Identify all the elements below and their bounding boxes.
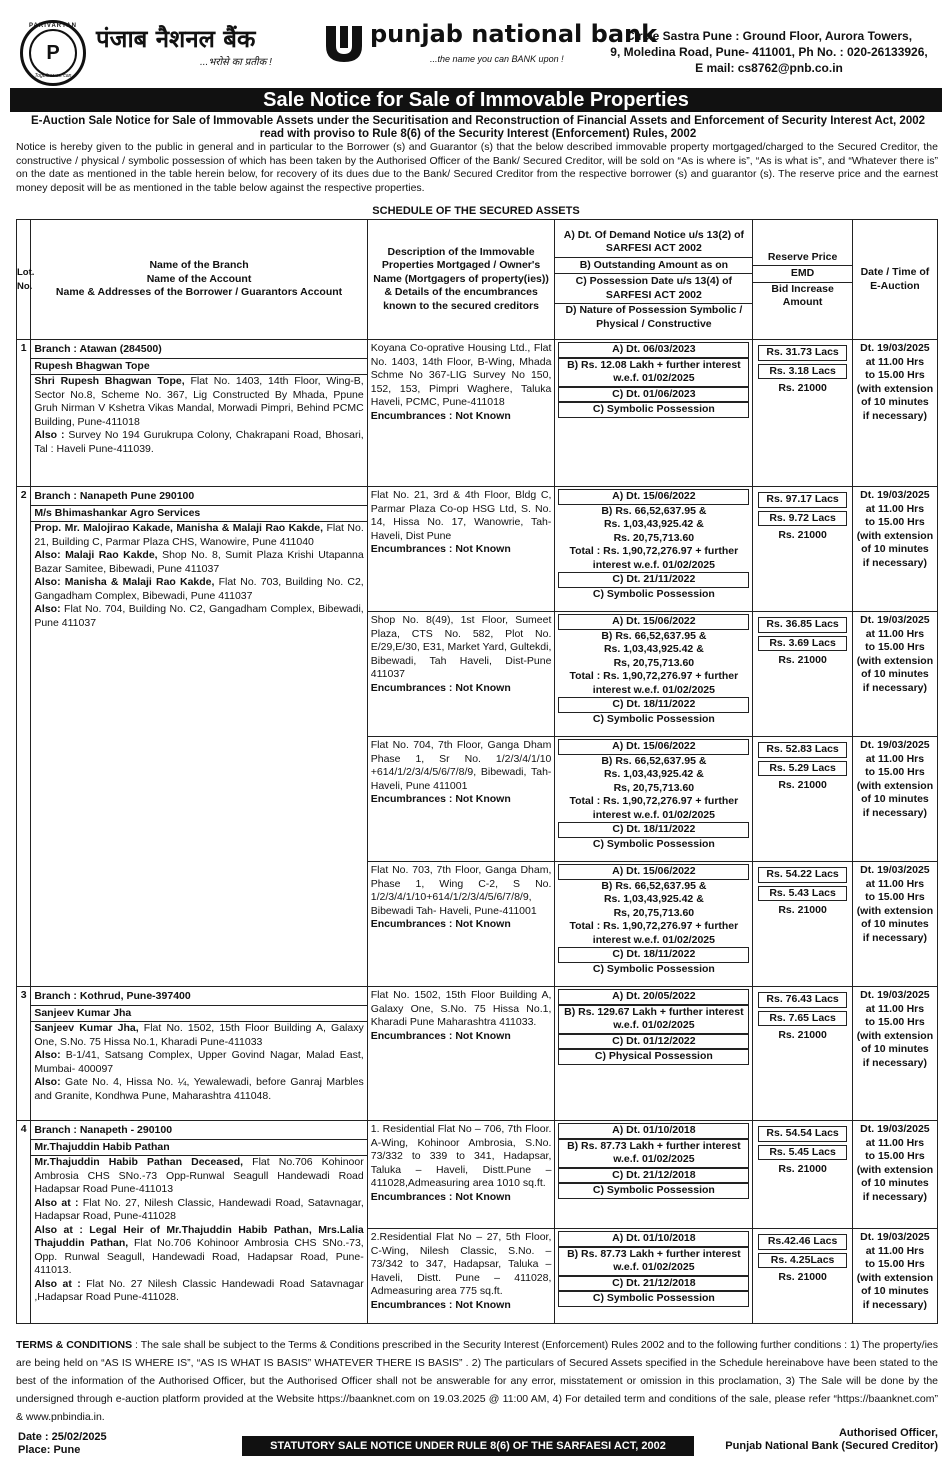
outstanding-amount: Rs. 20,75,713.60 [613, 531, 695, 544]
outstanding-amount: B) Rs. 66,52,637.95 & [601, 754, 707, 767]
also-address: B-1/41, Satsang Complex, Upper Govind Nagar, Malad East, Mumbai- 400097 [34, 1049, 364, 1075]
emd-amount: Rs. 3.69 Lacs [758, 636, 846, 652]
auction-time: to 15.00 Hrs [865, 891, 925, 903]
bid-increase: Rs. 21000 [778, 529, 827, 541]
reserve-price: Rs. 54.22 Lacs [758, 867, 846, 883]
also-details [34, 576, 363, 603]
pnb-logo-icon [322, 22, 366, 62]
auction-extension: if necessary) [862, 1298, 928, 1311]
seal-letter: P [46, 41, 60, 64]
auction-extension: (with extension [856, 1271, 934, 1284]
circle-address [598, 28, 940, 76]
officer-title: Authorised Officer, [838, 1427, 938, 1439]
col-header-branch [31, 220, 367, 340]
property-description: 2.Residential Flat No – 27, 5th Floor, C-Wing, Nilesh Classic, S.No. – 73/342 to 347, Hadapsar, Taluka – Haveli, Distt. Pune – 411028, Admeasuring area 775 sq.ft. [370, 1231, 552, 1297]
also-label: Also: [34, 1076, 61, 1088]
property-description: Koyana Co-oprative Housing Ltd., Flat No. 1403, 14th Floor, B-Wing, Mhada Schme No 367-LIG Survey No 150, 152, 153, Pimpri Waghere, Taluka Haveli, PCMC, Pune-411018 [370, 342, 552, 408]
outstanding-amount: B) Rs. 12.08 Lakh + further interest w.e.f. 01/02/2025 [558, 358, 749, 387]
auction-extension: if necessary) [862, 931, 928, 944]
reserve-price: Rs. 52.83 Lacs [758, 742, 846, 758]
authorised-officer [712, 1427, 938, 1453]
auction-extension: of 10 minutes [861, 918, 929, 930]
outstanding-amount: B) Rs. 66,52,637.95 & [601, 629, 707, 642]
auction-date-cell [852, 1121, 937, 1229]
auction-date-cell [852, 987, 937, 1121]
demand-cell [555, 1121, 753, 1229]
lot-number: 3 [17, 987, 31, 1121]
auction-extension: of 10 minutes [861, 1285, 929, 1297]
also-label: Also: Manisha & Malaji Rao Kakde, [34, 576, 215, 588]
possession-date: C) Dt. 21/11/2022 [558, 572, 749, 588]
outstanding-amount: Rs, 20,75,713.60 [613, 656, 695, 669]
bid-increase: Rs. 21000 [778, 904, 827, 916]
table-row [17, 987, 938, 1121]
reserve-price: Rs. 76.43 Lacs [758, 992, 846, 1008]
auction-time: at 11.00 Hrs [865, 1244, 925, 1257]
auction-extension: (with extension [856, 904, 934, 917]
seal-bottom-text: Together we can [34, 73, 72, 79]
bid-increase: Rs. 21000 [778, 1271, 827, 1283]
outstanding-amount: B) Rs. 66,52,637.95 & [601, 504, 707, 517]
english-tagline: ...the name you can BANK upon ! [430, 54, 564, 64]
property-description: Flat No. 1502, 15th Floor Building A, Galaxy One, S.No. 75 Hissa No.1, Kharadi Pune Maharashtra 411033. [370, 989, 552, 1028]
email-line: E mail: cs8762@pnb.co.in [695, 61, 843, 75]
auction-date-cell [852, 1229, 937, 1324]
auction-date-cell [852, 487, 937, 612]
branch-name: Branch : Atawan (284500) [31, 342, 366, 359]
also-details [34, 1278, 363, 1305]
possession-date: C) Dt. 18/11/2022 [558, 697, 749, 713]
reserve-cell [753, 737, 852, 862]
demand-date: A) Dt. 15/06/2022 [558, 614, 749, 630]
schedule-title: SCHEDULE OF THE SECURED ASSETS [372, 205, 580, 217]
also-address: Shop No. 8, Sumit Plaza Krishi Utapanna Bazar Samitee, Bibewadi, Pune 411037 [34, 549, 364, 575]
sale-notice-page [6, 6, 946, 1459]
address-line: 9, Moledina Road, Pune- 411001, Ph No. : 020-26133926, [610, 45, 928, 59]
bid-increase: Rs. 21000 [778, 654, 827, 666]
borrower-name: Mr.Thajuddin Habib Pathan Deceased, [34, 1156, 244, 1168]
hindi-tagline: ...भरोसे का प्रतीक ! [200, 57, 272, 68]
demand-date: A) Dt. 15/06/2022 [558, 864, 749, 880]
demand-date: A) Dt. 15/06/2022 [558, 739, 749, 755]
header-line: EMD [753, 266, 851, 283]
outstanding-amount: B) Rs. 87.73 Lakh + further interest w.e.f. 01/02/2025 [558, 1139, 749, 1168]
reserve-price: Rs. 54.54 Lacs [758, 1126, 846, 1142]
emd-amount: Rs. 5.29 Lacs [758, 761, 846, 777]
bank-name-hindi: पंजाब नैशनल बैंक [96, 25, 256, 53]
property-description: Flat No. 703, 7th Floor, Ganga Dham, Phase 1, Wing C-2, S No. 1/2/3/4/1/10+614/1/2/3/4/5/6/7/8/9, Bibewadi Tah- Haveli, Pune-411001 [370, 864, 552, 917]
auction-extension: if necessary) [862, 409, 928, 422]
branch-cell [31, 987, 367, 1121]
account-name: Sanjeev Kumar Jha [31, 1006, 366, 1023]
demand-date: A) Dt. 01/10/2018 [558, 1123, 749, 1139]
bid-increase: Rs. 21000 [778, 1163, 827, 1175]
total-amount: Total : Rs. 1,90,72,276.97 + further interest w.e.f. 01/02/2025 [569, 545, 739, 571]
also-details [34, 1224, 363, 1278]
auction-date: Dt. 19/03/2025 [860, 864, 930, 876]
bid-increase: Rs. 21000 [778, 1029, 827, 1041]
header-line: B) Outstanding Amount as on [555, 258, 752, 275]
also-address: Flat No. 27, Nilesh Classic, Handewadi Road, Satavnagar, Hadapsar Road, Pune-411028 [34, 1196, 364, 1222]
also-address: Gate No. 4, Hissa No. ¼, Yewalewadi, before Ganraj Marbles and Granite, Kondhwa Pune, Maharashtra 411048. [34, 1076, 364, 1102]
auction-time: at 11.00 Hrs [865, 1136, 925, 1149]
possession-date: C) Dt. 18/11/2022 [558, 822, 749, 838]
demand-date: A) Dt. 06/03/2023 [558, 342, 749, 358]
encumbrances: Encumbrances : Not Known [370, 1029, 511, 1042]
property-description: 1. Residential Flat No – 706, 7th Floor. A-Wing, Kohinoor Ambrosia, S.No. 73/332 to 339 to 341, Hadapsar, Taluka – Haveli, Distt.Pune – 411028,Admeasuring area 1010 sq.ft. [370, 1123, 552, 1189]
total-amount: Total : Rs. 1,90,72,276.97 + further interest w.e.f. 01/02/2025 [569, 795, 739, 821]
demand-date: A) Dt. 20/05/2022 [558, 989, 749, 1005]
bank-name-english: punjab national bank [370, 20, 658, 48]
auction-extension: if necessary) [862, 556, 928, 569]
encumbrances: Encumbrances : Not Known [370, 1190, 511, 1203]
property-cell [367, 1121, 555, 1229]
property-cell [367, 862, 555, 987]
reserve-price: Rs. 36.85 Lacs [758, 617, 846, 633]
also-address: Flat No. 703, Building No. C2, Gangadham Complex, Bibewadi, Pune 411037 [34, 576, 364, 602]
col-header-lot: Lot. No. [17, 220, 31, 340]
auction-extension: (with extension [856, 779, 934, 792]
also-details [34, 429, 363, 456]
also-details [34, 1197, 363, 1224]
also-label: Also at : [34, 1277, 81, 1290]
reserve-price: Rs.42.46 Lacs [758, 1234, 846, 1250]
table-row [17, 487, 938, 612]
auction-date: Dt. 19/03/2025 [860, 739, 930, 751]
auction-extension: of 10 minutes [861, 543, 929, 555]
header-line: A) Dt. Of Demand Notice u/s 13(2) of SARFESI ACT 2002 [555, 228, 752, 258]
intro-paragraph: Notice is hereby given to the public in general and in particular to the Borrower (s) and Guarantor (s) that the below described immovable property mortgaged/charged to the Secured Creditor, the constructive / physical / symbolic possession of which has been taken by the Authorised Officer of the Bank/ Secured Creditor, will be sold on “As is where is”, “As is what is”, and “Whatever there is” on the date as mentioned in the table herein below, for recovery of its dues due to the Bank/ Secured Creditor from the respective borrower (s) and guarantor (s). The reserve price and the earnest money deposit will be as mentioned in the table below against the respective properties. [16, 141, 938, 194]
demand-cell [555, 340, 753, 487]
possession-nature: C) Symbolic Possession [592, 587, 715, 600]
borrower-address: Flat No.706 Kohinoor Ambrosia CHS SNo.-73 Opp-Runwal Seagull Handewadi Road Hadapsar Road Pune-411013 [34, 1156, 364, 1195]
reserve-price: Rs. 31.73 Lacs [758, 345, 846, 361]
total-amount: Total : Rs. 1,90,72,276.97 + further interest w.e.f. 01/02/2025 [569, 920, 739, 946]
borrower-name: Sanjeev Kumar Jha, [34, 1022, 139, 1034]
auction-time: to 15.00 Hrs [865, 1150, 925, 1162]
property-cell [367, 612, 555, 737]
borrower-details [34, 1022, 363, 1049]
auction-time: to 15.00 Hrs [865, 766, 925, 778]
notice-subtitle: E-Auction Sale Notice for Sale of Immovable Assets under the Securitisation and Reconstruction of Financial Assets and Enforcement of Security Interest Act, 2002 read with proviso to Rule 8(6) of the Security Interest (Enforcement) Rules, 2002 [30, 115, 926, 140]
auction-date-cell [852, 612, 937, 737]
notice-title: Sale Notice for Sale of Immovable Properties [10, 88, 942, 112]
col-header-demand [555, 220, 753, 340]
demand-cell [555, 737, 753, 862]
notice-place: Place: Pune [18, 1444, 81, 1456]
also-details [34, 1049, 363, 1076]
auction-extension: of 10 minutes [861, 1043, 929, 1055]
also-details [34, 549, 363, 576]
outstanding-amount: Rs. 1,03,43,925.42 & [603, 643, 704, 655]
auction-extension: if necessary) [862, 1190, 928, 1203]
auction-time: at 11.00 Hrs [865, 1002, 925, 1015]
reserve-cell [753, 1229, 852, 1324]
also-details [34, 603, 363, 630]
reserve-cell [753, 1121, 852, 1229]
account-name: Mr.Thajuddin Habib Pathan [31, 1140, 366, 1157]
table-row [17, 340, 938, 487]
reserve-cell [753, 987, 852, 1121]
reserve-cell [753, 862, 852, 987]
reserve-price: Rs. 97.17 Lacs [758, 492, 846, 508]
also-label: Also at : [34, 1196, 79, 1209]
branch-cell [31, 1121, 367, 1324]
auction-extension: (with extension [856, 1029, 934, 1042]
demand-cell [555, 487, 753, 612]
property-cell [367, 1229, 555, 1324]
possession-date: C) Dt. 21/12/2018 [558, 1276, 749, 1292]
emd-amount: Rs. 9.72 Lacs [758, 511, 846, 527]
auction-extension: (with extension [856, 654, 934, 667]
demand-cell [555, 987, 753, 1121]
encumbrances: Encumbrances : Not Known [370, 793, 511, 805]
col-header-reserve [753, 220, 852, 340]
auction-extension: of 10 minutes [861, 396, 929, 408]
property-description: Shop No. 8(49), 1st Floor, Sumeet Plaza, CTS No. 582, Plot No. E/29,E/30, E31, Market Yard, Gultekdi, Bibewadi, Tah Haveli, Dist-Pune 411037 [370, 614, 552, 680]
auction-extension: of 10 minutes [861, 793, 929, 805]
emd-amount: Rs. 5.43 Lacs [758, 886, 846, 902]
reserve-cell [753, 487, 852, 612]
borrower-details [34, 522, 363, 549]
possession-date: C) Dt. 01/12/2022 [558, 1034, 749, 1050]
branch-cell [31, 487, 367, 987]
outstanding-amount: Rs, 20,75,713.60 [613, 906, 695, 919]
also-address: Survey No 194 Gurukrupa Colony, Chakrapani Road, Bhosari, Tal : Haveli Pune-411039. [34, 429, 364, 455]
borrower-address: Flat No. 1403, 14th Floor, Wing-B, Sector No.8, Scheme No. 367, Lig Constructed By Mhada, Ppune Gruh Nirman V Kshetra Vikas Mandal, Morwadi Pimpri, Behind PCMC Building, Pune-411018 [34, 375, 364, 428]
date-place [18, 1431, 107, 1457]
emd-amount: Rs. 5.45 Lacs [758, 1145, 846, 1161]
encumbrances: Encumbrances : Not Known [370, 409, 511, 422]
account-name: M/s Bhimashankar Agro Services [31, 506, 366, 523]
seal-top-text: PARIVARTAN [29, 23, 77, 29]
auction-extension: if necessary) [862, 1056, 928, 1069]
also-details [34, 1076, 363, 1103]
secured-assets-table [16, 219, 938, 1324]
notice-date: Date : 25/02/2025 [18, 1431, 107, 1443]
demand-cell [555, 612, 753, 737]
emd-amount: Rs. 4.25Lacs [758, 1253, 846, 1269]
outstanding-amount: B) Rs. 87.73 Lakh + further interest w.e.f. 01/02/2025 [558, 1247, 749, 1276]
also-address: Flat No. 704, Building No. C2, Gangadham Complex, Bibewadi, Pune 411037 [34, 603, 364, 629]
auction-date-cell [852, 340, 937, 487]
possession-nature: C) Symbolic Possession [592, 837, 715, 850]
outstanding-amount: B) Rs. 129.67 Lakh + further interest w.e.f. 01/02/2025 [558, 1005, 749, 1034]
auction-time: at 11.00 Hrs [865, 752, 925, 765]
lot-number: 1 [17, 340, 31, 487]
reserve-cell [753, 340, 852, 487]
outstanding-amount: Rs. 1,03,43,925.42 & [603, 518, 704, 530]
also-label: Also: [34, 603, 61, 615]
header-line: C) Possession Date u/s 13(4) of SARFESI ACT 2002 [555, 274, 752, 304]
table-header-row [17, 220, 938, 340]
auction-extension: (with extension [856, 382, 934, 395]
also-label: Also : [34, 429, 65, 441]
outstanding-amount: Rs. 1,03,43,925.42 & [603, 768, 704, 780]
branch-name: Branch : Kothrud, Pune-397400 [31, 989, 366, 1006]
auction-date-cell [852, 862, 937, 987]
borrower-address: Flat No. 1502, 15th Floor Building A, Galaxy One, S.No. 75 Hissa No.1, Kharadi Pune-411033 [34, 1022, 364, 1048]
auction-date: Dt. 19/03/2025 [860, 614, 930, 626]
auction-extension: if necessary) [862, 806, 928, 819]
account-name: Rupesh Bhagwan Tope [31, 359, 366, 376]
encumbrances: Encumbrances : Not Known [370, 1298, 511, 1311]
parivartan-seal-icon [20, 20, 86, 86]
auction-date: Dt. 19/03/2025 [860, 1231, 930, 1243]
possession-nature: C) Symbolic Possession [592, 962, 715, 975]
outstanding-amount: B) Rs. 66,52,637.95 & [601, 879, 707, 892]
branch-cell [31, 340, 367, 487]
borrower-address: Flat No. 21, Building C, Parmar Plaza CHS, Wanowire, Pune 411040 [34, 522, 364, 548]
auction-extension: if necessary) [862, 681, 928, 694]
emd-amount: Rs. 3.18 Lacs [758, 364, 846, 380]
possession-nature: C) Symbolic Possession [558, 1291, 749, 1307]
header-line: Name & Addresses of the Borrower / Guarantors Account [55, 286, 343, 299]
reserve-cell [753, 612, 852, 737]
bid-increase: Rs. 21000 [778, 382, 827, 394]
header-line: Bid Increase Amount [771, 282, 834, 308]
borrower-details [34, 375, 363, 429]
possession-nature: C) Symbolic Possession [558, 402, 749, 418]
header-line: Reserve Price [753, 250, 851, 267]
possession-date: C) Dt. 01/06/2023 [558, 387, 749, 403]
auction-date: Dt. 19/03/2025 [860, 342, 930, 354]
property-cell [367, 340, 555, 487]
borrower-details [34, 1156, 363, 1197]
auction-date-cell [852, 737, 937, 862]
encumbrances: Encumbrances : Not Known [370, 543, 511, 555]
lot-number: 2 [17, 487, 31, 987]
branch-name: Branch : Nanapeth Pune 290100 [31, 489, 366, 506]
terms-text: : The sale shall be subject to the Terms & Conditions prescribed in the Security Interest (Enforcement) Rules 2002 and to the following further conditions : 1) The property/ies are being held on “AS IS WHERE IS”, “AS IS WHAT IS BASIS” WHATEVER THERE IS BASIS” . 2) The particulars of Secured Assets specified in the Schedule hereinabove have been stated to the best of the information of the Authorised Officer, but the Authorised Officer shall not be answerable for any error, misstatement or omission in this proclamation, 3) The Sale will be done by the undersigned through e-auction platform provided at the Website https://baanknet.com on 19.03.2025 @ 11:00 AM, 4) For detailed term and conditions of the sale, please refer “https://baanknet.com” & www.pnbindia.in. [16, 1339, 938, 1423]
col-header-date: Date / Time of E-Auction [852, 220, 937, 340]
property-cell [367, 737, 555, 862]
terms-and-conditions [16, 1336, 938, 1426]
branch-name: Branch : Nanapeth - 290100 [31, 1123, 366, 1140]
property-cell [367, 487, 555, 612]
property-description: Flat No. 21, 3rd & 4th Floor, Bldg C, Parmar Plaza Co-op HSG Ltd, S. No. 14, Hissa No. 17, Wanowrie, Tah- Haveli, Dist Pune [370, 489, 552, 542]
auction-time: to 15.00 Hrs [865, 516, 925, 528]
demand-date: A) Dt. 15/06/2022 [558, 489, 749, 505]
demand-cell [555, 862, 753, 987]
encumbrances: Encumbrances : Not Known [370, 918, 511, 930]
auction-time: at 11.00 Hrs [865, 627, 925, 640]
header-line: Name of the Branch [149, 259, 249, 272]
also-label: Also at : Legal Heir of Mr.Thajuddin Habib Pathan, Mrs.Lalia Thajuddin Pathan, [34, 1223, 364, 1249]
auction-time: to 15.00 Hrs [865, 369, 925, 381]
auction-time: to 15.00 Hrs [865, 1258, 925, 1270]
lot-number: 4 [17, 1121, 31, 1324]
auction-extension: of 10 minutes [861, 1177, 929, 1189]
header-line: Name of the Account [146, 272, 252, 285]
auction-date: Dt. 19/03/2025 [860, 489, 930, 501]
emd-amount: Rs. 7.65 Lacs [758, 1011, 846, 1027]
borrower-name: Prop. Mr. Malojirao Kakade, Manisha & Malaji Rao Kakde, [34, 522, 324, 534]
demand-cell [555, 1229, 753, 1324]
auction-extension: of 10 minutes [861, 668, 929, 680]
auction-extension: (with extension [856, 529, 934, 542]
auction-time: to 15.00 Hrs [865, 1016, 925, 1028]
possession-date: C) Dt. 18/11/2022 [558, 947, 749, 963]
bid-increase: Rs. 21000 [778, 779, 827, 791]
property-cell [367, 987, 555, 1121]
terms-label: TERMS & CONDITIONS [16, 1339, 133, 1351]
possession-nature: C) Symbolic Possession [558, 1183, 749, 1199]
bank-header [10, 6, 940, 86]
possession-date: C) Dt. 21/12/2018 [558, 1168, 749, 1184]
total-amount: Total : Rs. 1,90,72,276.97 + further interest w.e.f. 01/02/2025 [569, 670, 739, 696]
statutory-banner: STATUTORY SALE NOTICE UNDER RULE 8(6) OF THE SARFAESI ACT, 2002 [242, 1436, 694, 1456]
possession-nature: C) Physical Possession [558, 1049, 749, 1065]
table-row [17, 1121, 938, 1229]
auction-time: at 11.00 Hrs [865, 502, 925, 515]
auction-time: to 15.00 Hrs [865, 641, 925, 653]
possession-nature: C) Symbolic Possession [592, 712, 715, 725]
property-description: Flat No. 704, 7th Floor, Ganga Dham Phase 1, Sr No. 1/2/3/4/1/10 +614/1/2/3/4/5/6/7/8/9, Bibewadi, Tah-Haveli, Pune 411001 [370, 739, 552, 792]
auction-extension: (with extension [856, 1163, 934, 1176]
also-address: Flat No.706 Kohinoor Ambrosia CHS SNo.-73, Opp. Runwal Seagull, Handewadi Road, Hadapsar Road, Pune-411013. [34, 1237, 364, 1276]
outstanding-amount: Rs, 20,75,713.60 [613, 781, 695, 794]
demand-date: A) Dt. 01/10/2018 [558, 1231, 749, 1247]
outstanding-amount: Rs. 1,03,43,925.42 & [603, 893, 704, 905]
auction-date: Dt. 19/03/2025 [860, 1123, 930, 1135]
auction-time: at 11.00 Hrs [865, 877, 925, 890]
auction-time: at 11.00 Hrs [865, 355, 925, 368]
address-line: Circle Sastra Pune : Ground Floor, Aurora Towers, [625, 29, 913, 43]
also-label: Also: [34, 1049, 61, 1061]
col-header-property: Description of the Immovable Properties Mortgaged / Owner's Name (Mortgagers of property(ies)) & Details of the encumbrances known to the secured creditors [367, 220, 555, 340]
borrower-name: Shri Rupesh Bhagwan Tope, [34, 375, 185, 387]
officer-bank: Punjab National Bank (Secured Creditor) [725, 1440, 938, 1452]
encumbrances: Encumbrances : Not Known [370, 681, 511, 694]
also-address: Flat No. 27 Nilesh Classic Handewadi Road Satavnagar ,Hadapsar Road Pune-411028. [34, 1277, 364, 1303]
also-label: Also: Malaji Rao Kakde, [34, 549, 158, 561]
auction-date: Dt. 19/03/2025 [860, 989, 930, 1001]
header-line: D) Nature of Possession Symbolic / Physical / Constructive [565, 304, 743, 330]
